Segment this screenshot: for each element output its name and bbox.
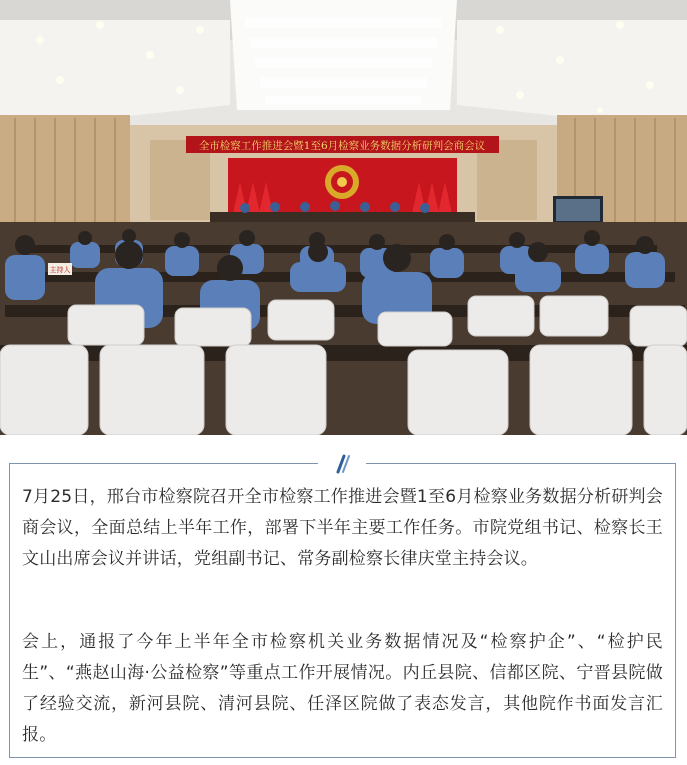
name-card-text: 主持人 (49, 266, 71, 274)
banner-text: 全市检察工作推进会暨1至6月检察业务数据分析研判会商会议 (198, 140, 486, 152)
article-paragraph-2: 会上，通报了今年上半年全市检察机关业务数据情况及“检察护企”、“检护民生”、“燕赵山海·公益检察”等重点工作开展情况。内丘县院、信都区院、宁晋县院做了经验交流，新河县院、清河县院、任泽区院做了表态发言，其他院作书面发言汇报。 (22, 632, 663, 745)
article-frame (9, 463, 676, 758)
article-paragraph-1: 7月25日，邢台市检察院召开全市检察工作推进会暨1至6月检察业务数据分析研判会商会议，全面总结上半年工作，部署下半年主要工作任务。市院党组书记、检察长王文山出席会议并讲话，党组副书记、常务副检察长律庆堂主持会议。 (22, 487, 663, 569)
slash-divider-icon (318, 452, 366, 476)
